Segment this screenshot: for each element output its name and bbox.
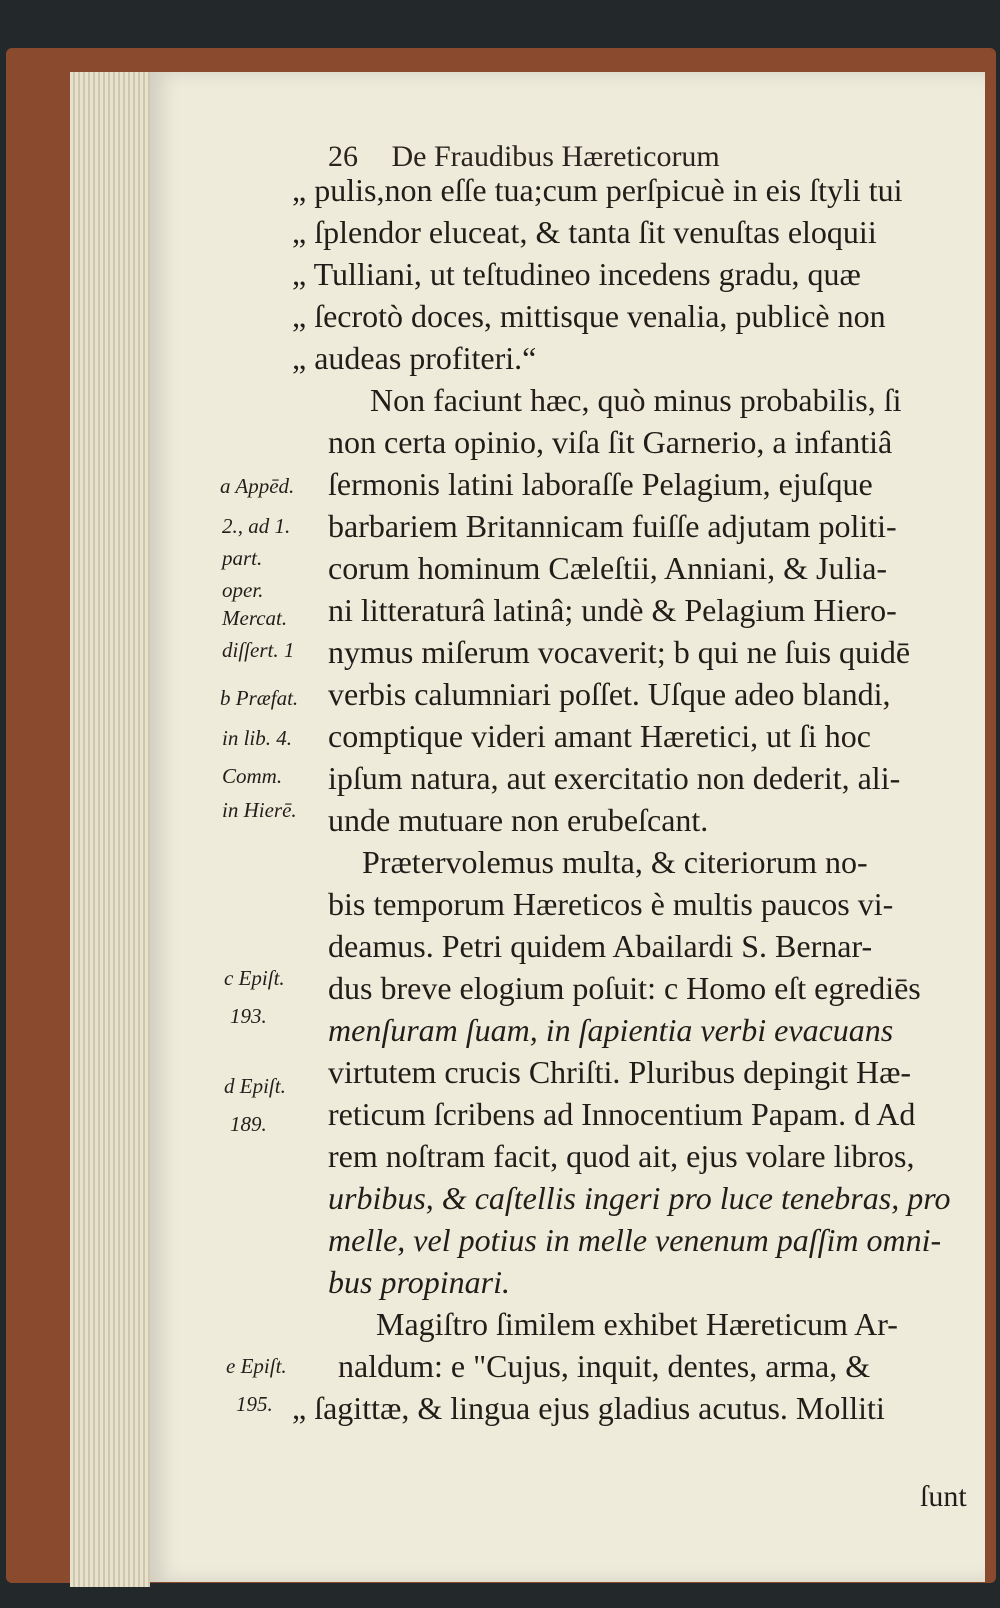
text-line: ſermonis latini laboraſſe Pelagium, ejuſque bbox=[328, 466, 873, 502]
page-edges bbox=[70, 72, 150, 1587]
text-line: rem noſtram facit, quod ait, ejus volare libros, bbox=[328, 1138, 915, 1174]
text-line: ipſum natura, aut exercitatio non dederit, ali- bbox=[328, 760, 901, 796]
text-line: naldum: e "Cujus, inquit, dentes, arma, & bbox=[338, 1348, 871, 1384]
text-line: corum hominum Cæleſtii, Anniani, & Julia- bbox=[328, 550, 888, 586]
text-line: melle, vel potius in melle venenum paſſim omni- bbox=[328, 1222, 942, 1258]
margin-note: 193. bbox=[230, 1004, 267, 1028]
margin-note: d Epiſt. bbox=[224, 1074, 286, 1098]
text-line: barbariem Britannicam fuiſſe adjutam politi- bbox=[328, 508, 897, 544]
margin-note: in lib. 4. bbox=[222, 726, 293, 750]
text-line: reticum ſcribens ad Innocentium Papam. d Ad bbox=[328, 1096, 916, 1132]
text-line: ni litteraturâ latinâ; undè & Pelagium Hiero- bbox=[328, 592, 897, 628]
text-line: bis temporum Hæreticos è multis paucos vi- bbox=[328, 886, 894, 922]
catchword: ſunt bbox=[920, 1480, 967, 1513]
page-number: 26 bbox=[328, 140, 358, 173]
text-line: „ ſecrotò doces, mittisque venalia, publicè non bbox=[292, 298, 886, 334]
text-line: Prætervolemus multa, & citeriorum no- bbox=[362, 844, 868, 880]
text-line: dus breve elogium poſuit: c Homo eſt egrediēs bbox=[328, 970, 921, 1006]
text-line: urbibus, & caſtellis ingeri pro luce tenebras, pro bbox=[328, 1180, 951, 1216]
margin-note: b Præfat. bbox=[220, 686, 299, 710]
margin-note: 2., ad 1. bbox=[222, 514, 291, 538]
margin-note: in Hierē. bbox=[222, 798, 297, 822]
text-line: „ Tulliani, ut teſtudineo incedens gradu, quæ bbox=[292, 256, 861, 292]
text-line: bus propinari. bbox=[328, 1264, 510, 1300]
text-line: Magiſtro ſimilem exhibet Hæreticum Ar- bbox=[376, 1306, 898, 1342]
text-line: comptique videri amant Hæretici, ut ſi hoc bbox=[328, 718, 871, 754]
text-line: „ ſagittæ, & lingua ejus gladius acutus. Molliti bbox=[292, 1390, 885, 1426]
text-line: „ pulis,non eſſe tua;cum perſpicuè in eis ſtyli tui bbox=[292, 172, 903, 208]
text-line: unde mutuare non erubeſcant. bbox=[328, 802, 709, 838]
margin-note: e Epiſt. bbox=[226, 1354, 287, 1378]
text-line: virtutem crucis Chriſti. Pluribus depingit Hæ- bbox=[328, 1054, 912, 1090]
text-line: non certa opinio, viſa ſit Garnerio, a infantiâ bbox=[328, 424, 893, 460]
margin-note: Mercat. bbox=[222, 606, 288, 630]
text-line: Non faciunt hæc, quò minus probabilis, ſi bbox=[370, 382, 902, 418]
margin-note: Comm. bbox=[222, 764, 283, 788]
text-line: nymus miſerum vocaverit; b qui ne ſuis quidē bbox=[328, 634, 911, 670]
margin-note: 189. bbox=[230, 1112, 267, 1136]
margin-note: c Epiſt. bbox=[224, 966, 285, 990]
margin-note: a Appēd. bbox=[220, 474, 295, 498]
margin-note: diſſert. 1 bbox=[222, 638, 295, 662]
text-line: menſuram ſuam, in ſapientia verbi evacuans bbox=[328, 1012, 894, 1048]
margin-note: oper. bbox=[222, 578, 264, 602]
running-title: De Fraudibus Hæreticorum bbox=[391, 140, 720, 173]
text-line: deamus. Petri quidem Abailardi S. Bernar- bbox=[328, 928, 873, 964]
text-line: „ ſplendor eluceat, & tanta ſit venuſtas eloquii bbox=[292, 214, 877, 250]
text-line: „ audeas profiteri.“ bbox=[292, 340, 537, 376]
margin-note: part. bbox=[222, 546, 263, 570]
text-line: verbis calumniari poſſet. Uſque adeo blandi, bbox=[328, 676, 891, 712]
margin-note: 195. bbox=[236, 1392, 273, 1416]
